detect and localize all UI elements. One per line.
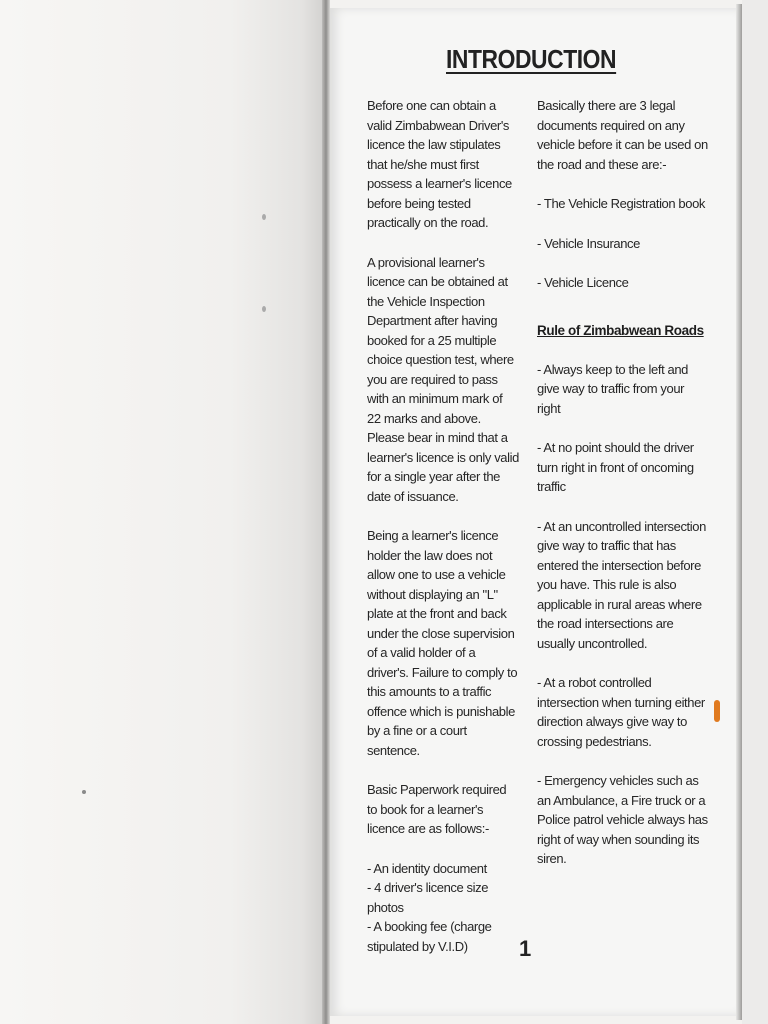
list-item: - A booking fee (charge stipulated by V.I.D) [367, 919, 492, 954]
paper-speck [82, 790, 86, 794]
list-item: - Emergency vehicles such as an Ambulance, a Fire truck or a Police patrol vehicle always has right of way when sounding its siren. [537, 773, 708, 866]
paperwork-list [367, 859, 519, 957]
left-blank-page [0, 0, 328, 1024]
page-title: INTRODUCTION [446, 44, 617, 74]
list-item: - At no point should the driver turn right in front of oncoming traffic [537, 440, 694, 494]
paragraph-licence-requirement: Before one can obtain a valid Zimbabwean Driver's licence the law stipulates that he/she must first possess a learner's licence before being tested practically on the road. [367, 98, 512, 230]
list-item: - The Vehicle Registration book [537, 196, 706, 211]
rules-heading: Rule of Zimbabwean Roads [537, 322, 704, 338]
list-item: - 4 driver's licence size photos [367, 880, 489, 915]
background-edge [742, 0, 768, 1024]
left-text-column [367, 96, 519, 956]
paragraph-l-plate: Being a learner's licence holder the law does not allow one to use a vehicle without displaying an "L" plate at the front and back under the close supervision of a valid holder of a driver's. Failure to comply to this amounts to a traffic offence which is punishable by a fine or a court sentence. [367, 528, 518, 758]
list-item: - Vehicle Insurance [537, 235, 640, 251]
list-item: - An identity document [367, 860, 487, 876]
list-item: - At an uncontrolled intersection give way to traffic that has entered the intersection before you have. This rule is also applicable in rural areas where the road intersections are usually uncontrolled. [537, 518, 706, 651]
right-text-column [537, 96, 709, 882]
paper-speck [262, 214, 266, 220]
page-number: 1 [519, 936, 532, 961]
list-item: - Always keep to the left and give way to traffic from your right [537, 361, 688, 416]
paper-speck [262, 306, 266, 312]
paragraph-provisional-licence: A provisional learner's licence can be obtained at the Vehicle Inspection Department after having booked for a 25 multiple choice question test, where you are required to pass with an minimum mark of 22 marks and above. Please bear in mind that a learner's licence is only valid for a single year after the date of issuance. [367, 254, 519, 504]
page-tab-marker [714, 700, 720, 722]
book-spine [322, 0, 330, 1024]
paragraph-paperwork: Basic Paperwork required to book for a learner's licence are as follows:- [367, 782, 507, 836]
list-item: - At a robot controlled intersection when turning either direction always give way to crossing pedestrians. [537, 675, 705, 749]
paragraph-legal-documents: Basically there are 3 legal documents required on any vehicle before it can be used on the road and these are:- [537, 98, 708, 172]
list-item: - Vehicle Licence [537, 275, 629, 290]
